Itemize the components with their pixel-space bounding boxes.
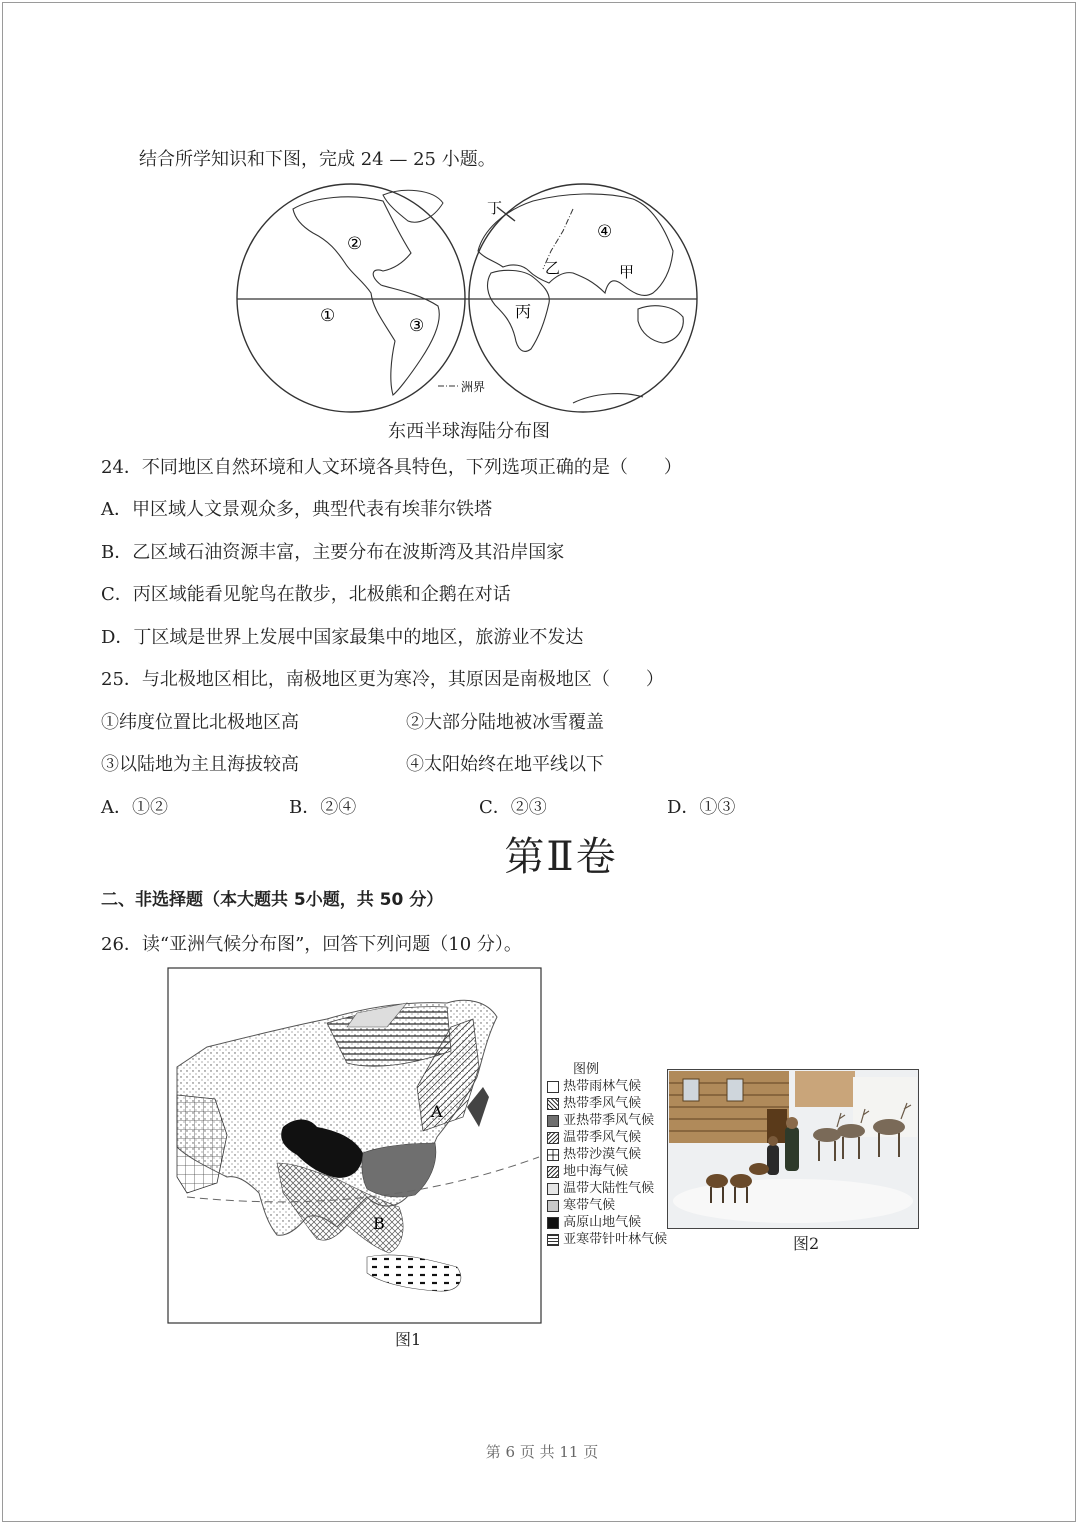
legend-item: 热带雨林气候 [547,1078,667,1095]
q26-stem: 26．读“亚洲气候分布图”，回答下列问题（10 分）。 [101,934,522,955]
q24-option-c: C．丙区域能看见鸵鸟在散步，北极熊和企鹅在对话 [101,584,511,605]
map1-legend-border: 洲界 [461,380,486,394]
hemispheres-map [233,181,703,417]
legend-item: 地中海气候 [547,1163,667,1180]
q25-item-1: ①纬度位置比北极地区高 [101,712,299,733]
map1-label-4: ④ [597,222,613,242]
q24-option-a: A．甲区域人文景观众多，典型代表有埃菲尔铁塔 [101,499,492,520]
map1-label-1: ① [320,306,336,326]
asia-climate-map [167,967,543,1325]
exam-page [2,2,1076,1522]
q25-stem: 25．与北极地区相比，南极地区更为寒冷，其原因是南极地区（ ） [101,669,664,690]
q25-item-3: ③以陆地为主且海拔较高 [101,754,299,775]
legend-item: 温带季风气候 [547,1129,667,1146]
map2-legend [547,1061,667,1248]
map1-label-2: ② [347,234,363,254]
map1-label-bing: 丙 [515,302,532,321]
map2-label-b: B [373,1214,385,1233]
map1-label-3: ③ [409,316,425,336]
map2-caption-1: 图1 [395,1330,422,1349]
map1-caption: 东西半球海陆分布图 [388,421,550,442]
reindeer-illustration [667,1069,919,1229]
q25-option-a: A．①② [101,797,168,818]
legend-item: 亚热带季风气候 [547,1112,667,1129]
map1-label-jia: 甲 [619,263,635,281]
q24-option-d: D．丁区域是世界上发展中国家最集中的地区，旅游业不发达 [101,627,584,648]
q25-option-c: C．②③ [479,797,547,818]
intro-text: 结合所学知识和下图，完成 24 — 25 小题。 [139,149,496,170]
q25-option-b: B．②④ [289,797,357,818]
legend-item: 热带季风气候 [547,1095,667,1112]
q24-stem: 24．不同地区自然环境和人文环境各具特色，下列选项正确的是（ ） [101,457,682,478]
legend-item: 温带大陆性气候 [547,1180,667,1197]
legend-item: 亚寒带针叶林气候 [547,1231,667,1248]
legend-item: 热带沙漠气候 [547,1146,667,1163]
q25-option-d: D．①③ [667,797,736,818]
legend-item: 高原山地气候 [547,1214,667,1231]
volume-title: 第Ⅱ卷 [504,834,618,880]
legend-title: 图例 [573,1062,600,1077]
q25-item-2: ②大部分陆地被冰雪覆盖 [406,712,604,733]
section2-heading: 二、非选择题（本大题共 5小题，共 50 分） [101,890,444,910]
map2-label-a: A [431,1102,443,1121]
map1-label-yi: 乙 [545,259,561,277]
map2-caption-2: 图2 [793,1234,820,1253]
map1-label-ding: 丁 [487,199,503,217]
page-footer: 第 6 页 共 11 页 [485,1443,599,1461]
legend-item: 寒带气候 [547,1197,667,1214]
q24-option-b: B．乙区域石油资源丰富，主要分布在波斯湾及其沿岸国家 [101,542,565,563]
q25-item-4: ④太阳始终在地平线以下 [406,754,604,775]
